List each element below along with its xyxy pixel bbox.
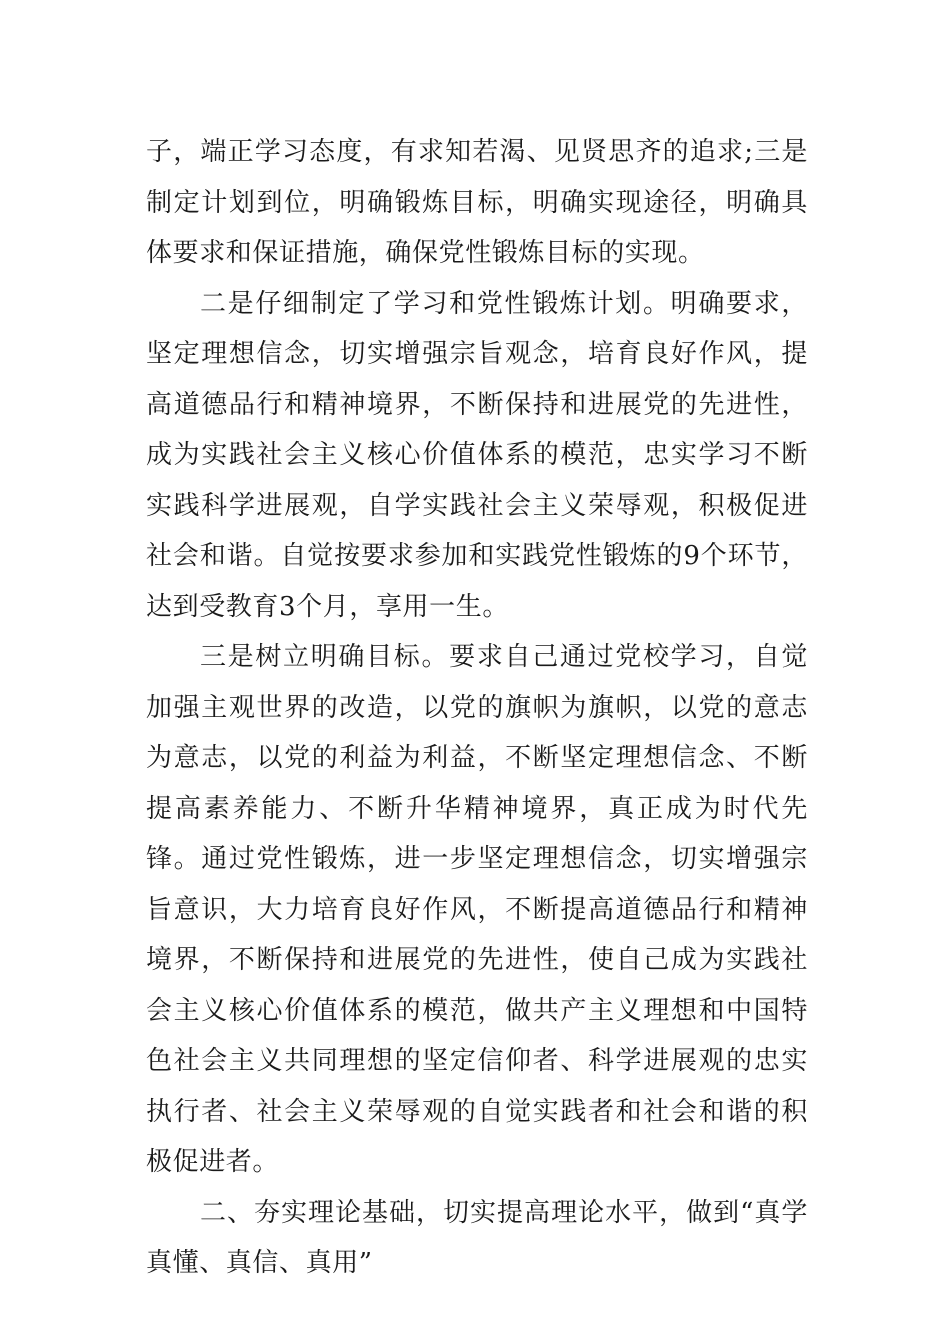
section-heading-paragraph: 二、夯实理论基础，切实提高理论水平，做到“真学真懂、真信、真用” bbox=[146, 1197, 808, 1278]
document-body bbox=[146, 127, 808, 1289]
paragraph-3: 三是树立明确目标。要求自己通过党校学习，自觉加强主观世界的改造，以党的旗帜为旗帜，以党的意志为意志，以党的利益为利益，不断坚定理想信念、不断提高素养能力、不断升华精神境界，真正成为时代先锋。通过党性锻炼，进一步坚定理想信念，切实增强宗旨意识，大力培育良好作风，不断提高道德品行和精神境界，不断保持和进展党的先进性，使自己成为实践社会主义核心价值体系的模范，做共产主义理想和中国特色社会主义共同理想的坚定信仰者、科学进展观的忠实执行者、社会主义荣辱观的自觉实践者和社会和谐的积极促进者。 bbox=[146, 642, 808, 1177]
paragraph-2: 二是仔细制定了学习和党性锻炼计划。明确要求，坚定理想信念，切实增强宗旨观念，培育良好作风，提高道德品行和精神境界，不断保持和进展党的先进性，成为实践社会主义核心价值体系的模范，忠实学习不断实践科学进展观，自学实践社会主义荣辱观，积极促进社会和谐。自觉按要求参加和实践党性锻炼的9个环节，达到受教育3个月，享用一生。 bbox=[146, 288, 808, 622]
paragraph-1: 子，端正学习态度，有求知若渴、见贤思齐的追求;三是制定计划到位，明确锻炼目标，明确实现途径，明确具体要求和保证措施，确保党性锻炼目标的实现。 bbox=[146, 137, 808, 268]
